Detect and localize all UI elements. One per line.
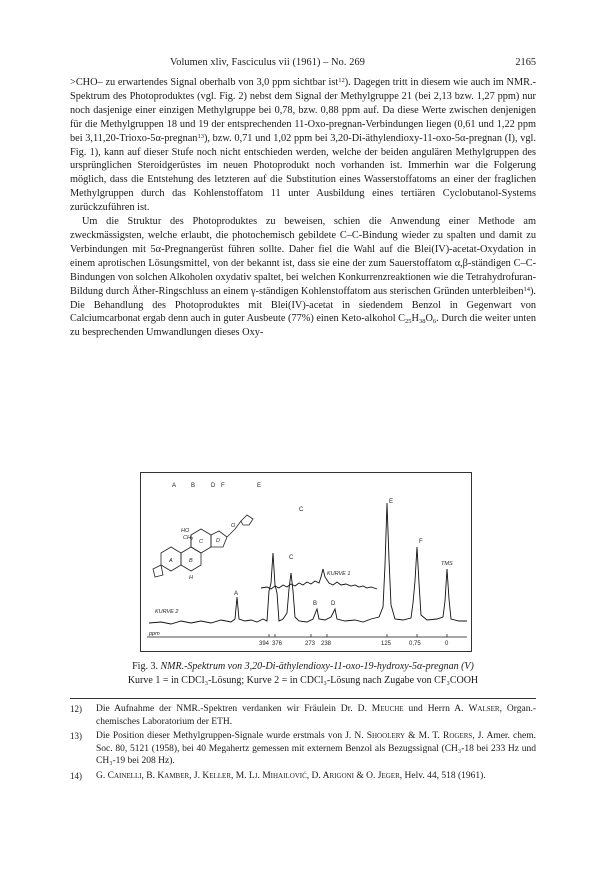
peak-label-f: F — [419, 539, 423, 545]
p2-text-c: . Durch die weiter unten zu besprechenden Umwandlungen dieses Oxy- — [70, 313, 536, 339]
footnote-number: 12) — [70, 704, 82, 714]
formula-sub-25: 25 — [405, 318, 412, 326]
o-label: O — [231, 523, 236, 529]
tick-273: 273 — [305, 641, 316, 647]
p1-text-c: ), bzw. 0,71 und 1,02 ppm bei 3,20-Di-äthylendioxy-11-oxo-5α-pregnan (I), vgl. Fig. 1), kann auf dieser Stufe noch nicht entschieden werden, welche der beiden angulären Methylgruppen des ursprünglichen Steroidgerüstes im neuen Photoprodukt noch vorhanden ist. Immerhin war die Folgerung möglich, dass die Entstehung des letzteren auf die Substitution eines Wasserstoffatoms an einer der fraglichen Methylgruppen durch das Kohlenstoffatom 11 unter Ausbildung eines tertiären Cyclobutanol-Systems zurückzuführen ist. — [70, 132, 536, 214]
footnote-text: & M. T. — [405, 731, 444, 742]
running-header — [70, 56, 536, 70]
footnote-ref-12: 12 — [338, 77, 345, 84]
ring-c-label: C — [199, 539, 203, 545]
peak-label-d: D — [331, 601, 336, 607]
caption-line-2: Kurve 1 = in CDCl₃-Lösung; Kurve 2 = in CDCl₃-Lösung nach Zugabe von CF₃COOH — [127, 674, 479, 686]
ring-b-label: B — [189, 558, 193, 564]
footnote-text: und Herrn A. — [403, 704, 469, 714]
side-chain-bond — [227, 529, 235, 537]
tick-376: 376 — [272, 641, 283, 647]
peak-label-c: C — [289, 555, 294, 561]
formula-sub-6: 6 — [432, 318, 437, 326]
footnote-text: , Organ.-chemisches Laboratorium der ETH. — [96, 704, 536, 727]
axis-ticks — [269, 634, 447, 637]
footnote-14 — [70, 770, 536, 783]
ring-a-label: A — [169, 558, 173, 564]
p2-text-a: Um die Struktur des Photoproduktes zu beweisen, schien die Anwendung einer Methode am zweckmässigsten, welche erlaubt, die photochemisch gebildete C–C-Bindung wieder zu spalten und damit zu Verbindungen mit 5α-Pregnangerüst führen sollte. Daher fiel die Wahl auf die Blei(IV)-acetat-Oxydation in einem aprotischen Lösungsmittel, von der bekannt ist, dass sie eine der zum Sauerstoffatom α,β-ständigen C–C-Bindungen von solchen Alkoholen oxydativ spaltet, bei welchen Konkurrenzreaktionen wie die Tetrahydrofuran-Bildung durch Äther-Ringschluss an einem γ-ständigen Kohlenstoffatom aus sterischen Gründen unterbleiben — [70, 216, 536, 297]
footnote-text: G. — [96, 770, 108, 781]
author-name: Jeger — [377, 770, 400, 781]
curve-1-trace — [261, 569, 377, 589]
author-name: Meuche — [371, 704, 404, 714]
p2-text-b: ). Die Behandlung des Photoproduktes mit Blei(IV)-acetat in siedendem Benzol in Gegenwart von Calciumcarbonat ergab denn auch in guter Ausbeute (77%) einen Keto-alkohol C — [70, 285, 536, 325]
tick-0: 0 — [445, 641, 449, 647]
peak-label-a: A — [234, 591, 239, 597]
tick-125: 125 — [381, 641, 392, 647]
cho-bracket-glyph: > — [70, 77, 76, 88]
footnote-text: , J. Amer. chem. Soc. 80, 5121 (1958), bei 40 Megahertz gemessen mit externem Benzol als Bezugssignal (CH₃-18 bei 233 Hz und CH₃-19 bei 208 Hz). — [96, 731, 536, 767]
ho-label: HO — [181, 528, 190, 534]
curve-2-label: KURVE 2 — [155, 609, 179, 615]
footnote-text: , Helv. 44, 518 (1961). — [399, 770, 486, 781]
author-name: Shoolery — [366, 731, 406, 742]
footnote-text: Die Aufnahme der NMR.-Spektren verdanken wir Fräulein Dr. D. — [96, 704, 372, 714]
tick-394: 394 — [259, 641, 270, 647]
footnote-number: 14) — [70, 770, 82, 781]
author-name: Rogers — [443, 731, 473, 742]
curve-1-label: KURVE 1 — [327, 571, 351, 577]
footnote-12 — [70, 703, 536, 728]
author-name: Walser — [468, 704, 500, 714]
footnote-13 — [70, 730, 536, 768]
footnote-number: 13) — [70, 731, 82, 742]
struct-label-a: A — [172, 483, 177, 489]
nmr-spectrum-svg — [141, 473, 471, 651]
formula-o: O — [425, 313, 433, 325]
tick-075: 0,75 — [409, 641, 421, 647]
footnotes — [70, 703, 536, 785]
p1-text-b: ). Dagegen tritt in diesem wie auch im NMR.-Spektrum des Photoproduktes (vgl. Fig. 2) nebst dem Signal der Methylgruppe 21 (bei 2,13 bzw. 1,27 ppm) nur noch dasjenige einer einzigen Methylgruppe bei 0,78, bzw. 0,88 ppm auf. Da diese Werte zwischen denjenigen für die Methylgruppen 18 und 19 der entsprechenden 11-Oxo-pregnan-Verbindungen liegen (0,61 und 1,22 ppm bei 3,11,20-Trioxo-5α-pregnan — [70, 77, 536, 144]
struct-label-e: E — [257, 483, 262, 489]
caption-line-1 — [70, 660, 536, 674]
paragraph-2 — [70, 215, 536, 340]
ring-a-dioxolane — [153, 565, 163, 577]
footnote-text: Die Position dieser Methylgruppen-Signale wurde erstmals von J. N. — [96, 731, 367, 742]
footnote-text: & O. — [354, 770, 378, 781]
side-chain-bond-2 — [235, 521, 241, 529]
curve-2-trace — [149, 503, 467, 624]
figure-caption — [70, 660, 536, 687]
peak-label-e: E — [389, 499, 394, 505]
footnote-rule — [70, 698, 536, 699]
h-label: H — [189, 575, 193, 581]
struct-label-b: B — [191, 483, 196, 489]
steroid-structure — [153, 515, 253, 577]
formula-sub-38: 38 — [418, 318, 426, 326]
ring-d-label: D — [216, 538, 220, 544]
p1-text-a: CHO– zu erwartendes Signal oberhalb von 3,0 ppm sichtbar ist — [75, 77, 339, 88]
struct-label-d: D — [211, 483, 216, 489]
side-dioxolane — [241, 515, 253, 525]
tms-label: TMS — [441, 561, 453, 567]
nmr-spectrum-figure — [140, 472, 472, 652]
caption-prefix: Fig. 3. — [132, 661, 158, 672]
footnote-ref-14: 14 — [523, 285, 530, 293]
struct-label-c: C — [299, 507, 304, 513]
main-text — [70, 76, 536, 340]
peak-label-b: B — [313, 601, 318, 607]
tick-238: 238 — [321, 641, 332, 647]
paragraph-1 — [70, 76, 536, 215]
author-name: Cainelli, B. Kamber, J. Keller, M. Lj. Mihailović, D. Arigoni — [107, 770, 355, 781]
axis-unit-label: ppm — [149, 631, 160, 637]
running-title: Volumen xliv, Fasciculus vii (1961) – No. 269 — [170, 57, 365, 68]
formula-h: H — [411, 313, 419, 325]
caption-title: NMR.-Spektrum von 3,20-Di-äthylendioxy-11-oxo-19-hydroxy-5α-pregnan (V) — [160, 661, 474, 672]
footnote-ref-13: 13 — [197, 132, 204, 140]
ch2-label: CH₂ — [183, 535, 194, 541]
page-number: 2165 — [515, 57, 536, 68]
struct-label-f: F — [221, 483, 225, 489]
